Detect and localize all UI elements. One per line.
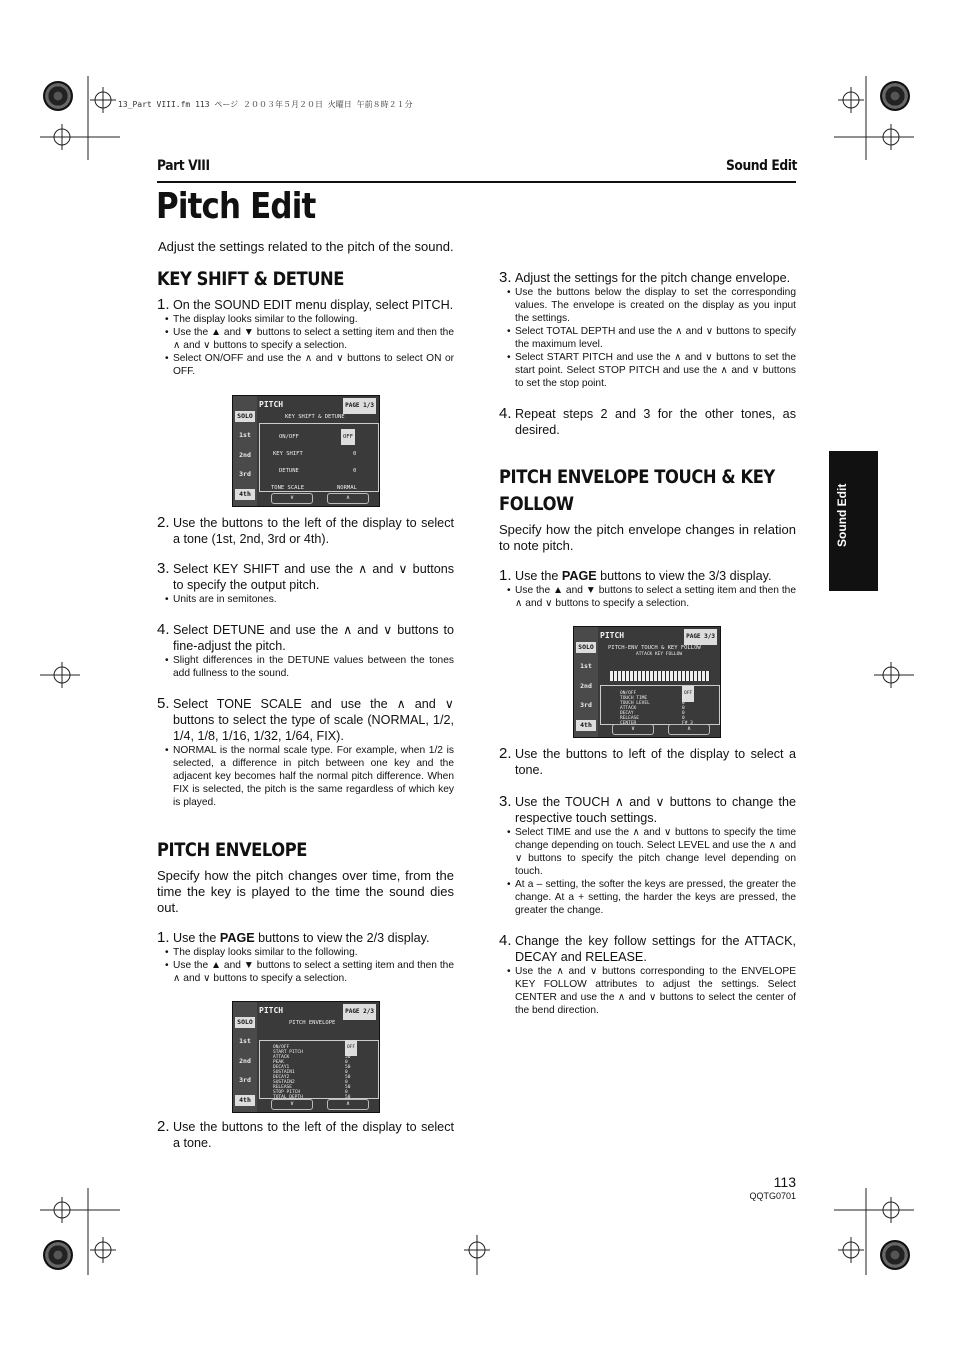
lcd-pitch-page2: SOLO 1st 2nd 3rd 4th PITCH PAGE 2/3 PITCH ENVELOPE ∨ ∧ ON/OFF OFF START PITCH 0 ATTACK 50 PEAK 0 DECAY1 50 SUSTAIN1 0 DECAY2 50 SUSTAIN2 0 RELEASE 50 STOP PITCH 0 TOTAL DEPTH 50 bbox=[232, 1001, 380, 1113]
lcd-row-value: 0 bbox=[682, 706, 685, 711]
lcd-row-label: DECAY bbox=[620, 711, 634, 716]
lcd-row-label: TOTAL DEPTH bbox=[273, 1095, 303, 1100]
keyboard-icon bbox=[610, 671, 710, 681]
lcd-row-value: 0 bbox=[345, 1080, 348, 1085]
lcd-row-label: TOUCH TIME bbox=[620, 696, 648, 701]
step: 1. On the SOUND EDIT menu display, select PITCH. bbox=[157, 296, 454, 313]
bullet: • Select TOTAL DEPTH and use the ∧ and ∨ buttons to specify the maximum level. bbox=[507, 326, 796, 350]
left-column bbox=[157, 266, 454, 1151]
header-chapter: Sound Edit bbox=[726, 158, 797, 174]
header-rule bbox=[157, 181, 796, 183]
lcd-row-label: RELEASE bbox=[273, 1085, 292, 1090]
lcd-row-label: STOP PITCH bbox=[273, 1090, 301, 1095]
step: 3. Select KEY SHIFT and use the ∧ and ∨ buttons to specify the output pitch. bbox=[157, 560, 454, 592]
lcd-row-value: OFF bbox=[682, 686, 694, 702]
section-heading: KEY SHIFT & DETUNE bbox=[157, 268, 345, 290]
step: 1. Use the PAGE buttons to view the 3/3 display. bbox=[499, 567, 772, 584]
bullet: • Units are in semitones. bbox=[165, 594, 277, 605]
lcd-row-value: 0 bbox=[682, 701, 685, 706]
lcd-pitch-page1: SOLO 1st 2nd 3rd 4th PITCH PAGE 1/3 KEY SHIFT & DETUNE ON/OFF OFF KEY SHIFT 0 DETUNE 0 TONE SCALE NORMAL ∨ ∧ bbox=[232, 395, 380, 507]
lcd-pitch-page3: SOLO 1st 2nd 3rd 4th PITCH PAGE 3/3 PITCH-ENV TOUCH & KEY FOLLOW ATTACK KEY FOLLOW ∨ ∧ ON/OFF OFF TOUCH TIME 0 TOUCH LEVEL 0 ATTACK 0 DECAY 0 RELEASE 0 CENTER F# 3 bbox=[573, 626, 721, 738]
lcd-row-label: ATTACK bbox=[620, 706, 637, 711]
bullet: • Select START PITCH and use the ∧ and ∨ buttons to set the start point. Select STOP PITCH and use the ∧ and ∨ buttons to set the stop point. bbox=[507, 352, 796, 389]
lcd-row-value: 50 bbox=[345, 1085, 351, 1090]
step: 2. Use the buttons to left of the display to select a tone. bbox=[499, 745, 796, 777]
lcd-row-value: 50 bbox=[345, 1065, 351, 1070]
lcd-row-label: ON/OFF bbox=[273, 1045, 290, 1050]
bullet: • Use the buttons below the display to set the corresponding values. The envelope is created on the display as you input the settings. bbox=[507, 287, 796, 324]
lcd-row-label: SUSTAIN1 bbox=[273, 1070, 295, 1075]
lcd-row-value: 0 bbox=[345, 1070, 348, 1075]
bullet: • At a – setting, the softer the keys are pressed, the greater the change. At a + setting, the harder the keys are pressed, the greater the change. bbox=[507, 879, 796, 916]
bullet: • The display looks similar to the following. bbox=[165, 314, 358, 325]
section-description: Specify how the pitch envelope changes in relation to note pitch. bbox=[499, 522, 796, 553]
section-description: Specify how the pitch changes over time, from the time the key is played to the time the sound dies out. bbox=[157, 868, 454, 915]
lcd-row-label: RELEASE bbox=[620, 716, 639, 721]
bullet: • Slight differences in the DETUNE values between the tones add fullness to the sound. bbox=[165, 655, 454, 679]
lcd-row-label: ON/OFF bbox=[620, 691, 637, 696]
lcd-row-label: DECAY1 bbox=[273, 1065, 290, 1070]
lcd-row-label: ATTACK bbox=[273, 1055, 290, 1060]
lcd-row-value: F# 3 bbox=[682, 721, 693, 726]
step: 1. Use the PAGE buttons to view the 2/3 display. bbox=[157, 929, 430, 946]
lcd-row-value: 0 bbox=[682, 696, 685, 701]
step: 4. Repeat steps 2 and 3 for the other tones, as desired. bbox=[499, 405, 796, 437]
lcd-row-label: CENTER bbox=[620, 721, 637, 726]
lcd-row-value: 0 bbox=[682, 716, 685, 721]
lcd-row-label: START PITCH bbox=[273, 1050, 303, 1055]
page-number: 113 bbox=[773, 1174, 796, 1190]
step: 4. Select DETUNE and use the ∧ and ∨ buttons to fine-adjust the pitch. bbox=[157, 621, 454, 653]
lcd-row-value: 0 bbox=[345, 1090, 348, 1095]
lcd-row-value: 0 bbox=[345, 1050, 348, 1055]
bullet: • Select ON/OFF and use the ∧ and ∨ buttons to select ON or OFF. bbox=[165, 353, 454, 377]
bullet: • Use the ▲ and ▼ buttons to select a setting item and then the ∧ and ∨ buttons to specify a selection. bbox=[165, 960, 454, 984]
bullet: • Use the ▲ and ▼ buttons to select a setting item and then the ∧ and ∨ buttons to specify a selection. bbox=[507, 585, 796, 609]
bullet: • The display looks similar to the following. bbox=[165, 947, 358, 958]
page-title: Pitch Edit bbox=[156, 186, 316, 227]
lcd-row-label: PEAK bbox=[273, 1060, 284, 1065]
bullet: • Use the ▲ and ▼ buttons to select a setting item and then the ∧ and ∨ buttons to specify a selection. bbox=[165, 327, 454, 351]
lcd-row-value: 0 bbox=[345, 1060, 348, 1065]
side-tab: Sound Edit bbox=[829, 451, 878, 591]
step: 3. Use the TOUCH ∧ and ∨ buttons to change the respective touch settings. bbox=[499, 793, 796, 825]
header-part: Part VIII bbox=[157, 158, 210, 174]
bullet: • Select TIME and use the ∧ and ∨ buttons to specify the time change depending on touch. Select LEVEL and use the ∧ and ∨ buttons to specify the pitch change level depending on touch. bbox=[507, 827, 796, 877]
step: 4. Change the key follow settings for the ATTACK, DECAY and RELEASE. bbox=[499, 932, 796, 964]
lcd-row-label: DECAY2 bbox=[273, 1075, 290, 1080]
step: 2. Use the buttons to the left of the display to select a tone. bbox=[157, 1118, 454, 1150]
bullet: • Use the ∧ and ∨ buttons corresponding to the ENVELOPE KEY FOLLOW attributes to adjust the settings. Select CENTER and use the ∧ and ∨ buttons to select the center of the bend direction. bbox=[507, 966, 796, 1016]
bullet: • NORMAL is the normal scale type. For example, when 1/2 is selected, a difference in pitch between one key and the adjacent key becomes half the normal pitch difference. When FIX is selected, the pitch is the same regardless of which key is played. bbox=[165, 745, 454, 808]
lcd-row-value: 50 bbox=[345, 1075, 351, 1080]
lcd-row-value: 0 bbox=[682, 711, 685, 716]
lcd-row-label: TOUCH LEVEL bbox=[620, 701, 650, 706]
lcd-row-label: SUSTAIN2 bbox=[273, 1080, 295, 1085]
intro-text: Adjust the settings related to the pitch of the sound. bbox=[158, 239, 454, 254]
right-column bbox=[499, 270, 796, 1017]
page-code: QQTG0701 bbox=[749, 1191, 796, 1201]
step: 3. Adjust the settings for the pitch change envelope. bbox=[499, 269, 791, 286]
section-heading: PITCH ENVELOPE TOUCH & KEY FOLLOW bbox=[499, 466, 775, 515]
step: 5. Select TONE SCALE and use the ∧ and ∨ buttons to select the type of scale (NORMAL, 1/2, 1/4, 1/8, 1/16, 1/32, 1/64, FIX). bbox=[157, 695, 454, 743]
step: 2. Use the buttons to the left of the display to select a tone (1st, 2nd, 3rd or 4th). bbox=[157, 514, 454, 546]
section-heading: PITCH ENVELOPE bbox=[157, 839, 308, 861]
lcd-row-value: 50 bbox=[345, 1095, 351, 1100]
file-info: 13_Part VIII.fm 113 ページ ２００３年５月２０日 火曜日 午前８時２１分 bbox=[118, 100, 413, 109]
lcd-row-value: OFF bbox=[345, 1040, 357, 1056]
lcd-row-value: 50 bbox=[345, 1055, 351, 1060]
